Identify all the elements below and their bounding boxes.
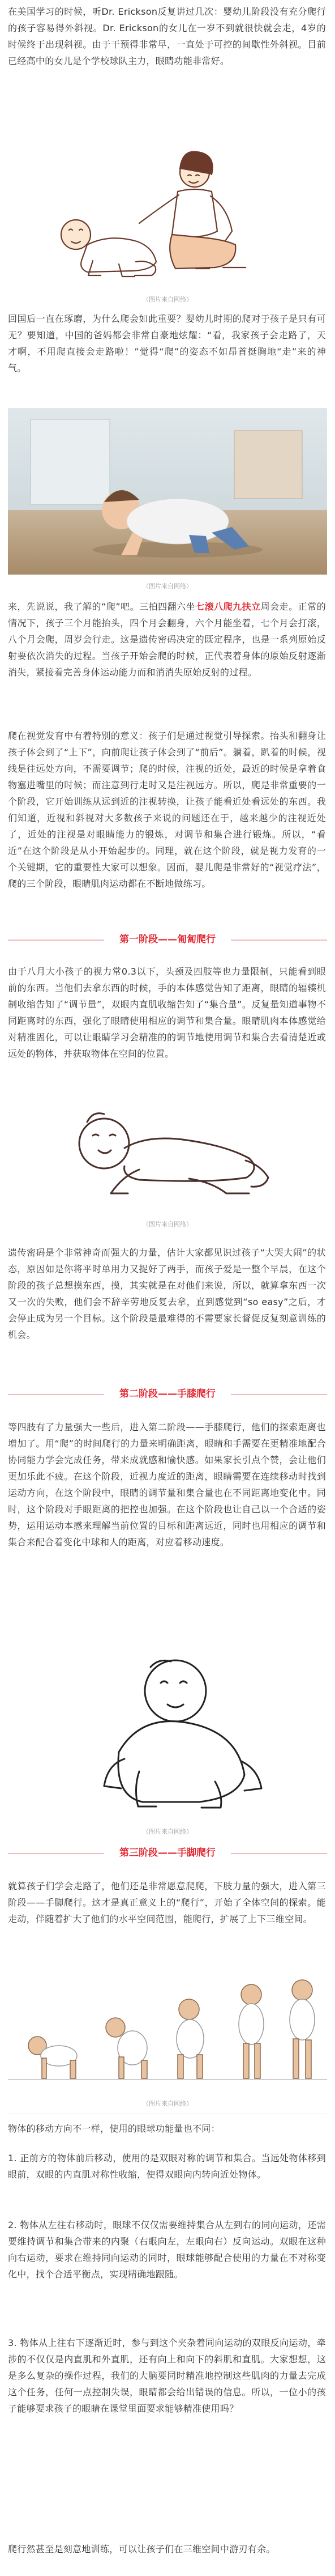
stage2-paragraph: 等四肢有了力量强大一些后，进入第二阶段——手膝爬行，他们的探索距离也增加了。用“爬”的时间爬行的力量来明确距离，眼睛和手需要在更精准地配合协同能力学会完成任务，带来成就感和愉快感。如果家长引点个赞，会让他们更加乐此不疲。在这个阶段，近视力度近的距离，眼睛需要在连续移动时找到运动方向，在这个阶段中，眼睛的调节量和集合量也在不同距离地变化中。同时，这个阶段对手眼距离的把控也加强。在这个阶段也让自己以一个合适的姿势，运用运动本感来理解当前位置的目标和距离远近，同时也用相应的调节和集合来配合着变化中球和人的距离，对应着移动速度。 xyxy=(8,1422,326,1548)
stage1b-paragraph: 遗传密码是个非常神奇而强大的力量，估计大家都见识过孩子“大哭大闹”的状态，原因如是你将平时单用力又捉好了两手，而孩子爱是一整个早晨，在这个阶段的孩子总想摸东西，摸，其实就是在对他们来说，所以，就算拿东西一次又一次的失败，他们会不辞辛劳地反复去拿，直到感觉到“so easy”之后，才会停止成为另一个目标。这个阶段是最难得的不需要家长督促反复刻意训练的机会。 xyxy=(8,1247,326,1340)
stage3-rule-right xyxy=(231,1853,327,1854)
figure3-caption: （图片来自网络） xyxy=(143,1221,192,1228)
figure-mother-baby-crawling xyxy=(8,139,327,287)
figure-belly-crawling xyxy=(8,1088,327,1213)
figure-crawl-to-stand-sequence xyxy=(8,1961,327,2091)
figure-hands-knees-crawling xyxy=(8,1650,327,1820)
stage3-paragraph: 就算孩子们学会走路了，他们还是非常愿意爬爬，下肢力量的强大，进入第三阶段——手脚爬行。这才是真正意义上的“爬行”，开始了全体空间的探索。能走动，伴随着扩大了他们的水平空间范围，能爬行，扩展了上下三维空间。 xyxy=(8,1881,326,1924)
hands-knees-crawling-illustration xyxy=(8,1650,327,1820)
stage2-heading xyxy=(8,1386,327,1402)
figure1-caption: （图片来自网络） xyxy=(143,296,192,303)
section1-paragraph: 回国后一直在琢磨，为什么爬会如此重要？婴幼儿时期的爬对于孩子是只有可无？要知道，中国的爸妈都会非常自豪地炫耀：“看，我家孩子会走路了，天才啊，不用爬直接会走路啦！”觉得“爬”的姿态不如昂首挺胸地“走”来的神气。 xyxy=(8,313,326,373)
outro-intro-line: 物体的移动方向不一样，使用的眼球功能量也不同： xyxy=(8,2123,220,2134)
stage3-heading xyxy=(8,1845,327,1861)
crawl-to-stand-illustration xyxy=(8,1961,327,2091)
figure4-caption: （图片来自网络） xyxy=(143,1828,192,1835)
section2-highlight: 七滚八爬九扶立 xyxy=(195,601,261,612)
outro-list-item-1: 1. 正前方的物体前后移动，使用的是双眼对称的调节和集合。当远处物体移到眼前，双眼的内直肌对称性收缩，使得双眼向内转向近处物体。 xyxy=(8,2153,326,2180)
stage1-paragraph: 由于八月大小孩子的视力常0.3以下，头颈及四肢等也力量限制，只能看到眼前的东西。当他们去拿东西的时候，手的本体感觉告知了距离，眼睛的辐辏机制收缩告知了“调节量”，双眼内直肌收缩告知了“集合量”。反复量知道事物不同距离时的东西，强化了眼睛使用相应的调节和集合量。眼睛肌肉本体感觉给对精准固化，可以让眼睛学习会精准的的调节地使用调节和集合去看清楚近或远处的物体，并获取物体在空间的位置。 xyxy=(8,966,326,1059)
stage2-title: 第二阶段——手膝爬行 xyxy=(119,1388,216,1400)
stage1-title: 第一阶段——匍匐爬行 xyxy=(119,934,216,945)
outro-list-item-2: 2. 物体从左往右移动时，眼球不仅仅需要维持集合从左到右的同向运动，还需要维持调节和集合带来的内聚（右眼向左，左眼向右）反向运动。双眼在这种向右运动，要求在维持同向运动的同时，眼球能够配合使用的力量在不对称变化中，找个合适平衡点，实现精确地跟随。 xyxy=(8,2220,326,2280)
outro-list-item-3: 3. 物体从上往右下逐渐近时，参与到这个夹杂着同向运动的双眼反向运动，牵涉的不仅仅是内直肌和外直肌，还有向上和向下的斜肌和直肌。大家想想，这是多么复杂的操作过程，我们的大脑要同时精准地控制这些肌肉的力量去完成这个任务，任何一点控制失误，眼睛都会给出错误的信息。所以，一位小的孩子能够要求孩子的眼睛在课堂里面要求能够精准使用吗？ xyxy=(8,2337,326,2414)
stage2-rule-right xyxy=(231,1394,327,1395)
figure-child-crawling-photo xyxy=(8,408,327,575)
section2-paragraph xyxy=(8,598,326,681)
belly-crawling-illustration xyxy=(8,1088,327,1213)
intro-paragraph: 在美国学习的时候，听Dr. Erickson反复讲过几次：婴幼儿阶段没有充分爬行的孩子容易得外斜视。Dr. Erickson的女儿在一岁不到就很快就会走，4岁的时候终于出现斜视。由于干预得非常早，一直处于可控的间歇性外斜视。目前已经高中的女儿是个学校球队主力，眼睛功能非常好。 xyxy=(8,6,326,66)
figure2-caption: （图片来自网络） xyxy=(143,583,192,590)
child-crawling-photo xyxy=(8,408,327,575)
section2-text-after: 周会走。正常的情况下，孩子三个月能抬头，四个月会翻身，六个月能坐着，七个月会打滚，八个月会爬，周岁会行走。这是遗传密码决定的既定程序，也是一系列原始反射要依次消失的过程。当孩子开始会爬的时候，正代表着身体的原始反射逐渐消失，紧接着完善身体运动能力而和消消失原始反射的过程。 xyxy=(8,601,326,678)
mother-baby-illustration xyxy=(8,139,327,287)
stage1-rule-right xyxy=(231,940,327,941)
stage3-title: 第三阶段——手脚爬行 xyxy=(119,1847,216,1859)
outro-list-item-4: 爬行然甚至是刻意地训练，可以让孩子们在三维空间中游刃有余。 xyxy=(8,2544,276,2554)
stage1-heading xyxy=(8,932,327,947)
figure5-caption: （图片来自网络） xyxy=(143,2100,192,2107)
section2-text-before: 来，先说说，我了解的“爬”吧。三拍四翻六坐 xyxy=(8,601,196,612)
section3-paragraph: 爬在视觉发育中有着特别的意义：孩子们是通过视觉引导探索。抬头和翻身让孩子体会到了“上下”，向前爬让孩子体会到了“前后”。躺着，趴着的时候，视线是往远处方向，不需要调节；爬的时候，注视的近处，最近的时候是拿着食物塞进嘴里的时候；而注意到行走时又是注视远方。所以，爬是非常重要的一个阶段，它开始训练从远到近的注视转换，让孩子能看近处看远处的东西。我们知道，近视和斜视对大多数孩子来说的问题还在于，越来越少的注视近处了，近处的注视是对眼睛能力的锻炼，对调节和集合进行锻炼。所以，“看近”在这个阶段是从小开始起步的。同理，就在这个阶段，就是视力发育的一个关键期，它的重要性大家可以想象。因而，婴儿爬是非常好的“视觉疗法”，爬的三个阶段，眼睛肌肉运动都在不断地做练习。 xyxy=(8,730,326,889)
